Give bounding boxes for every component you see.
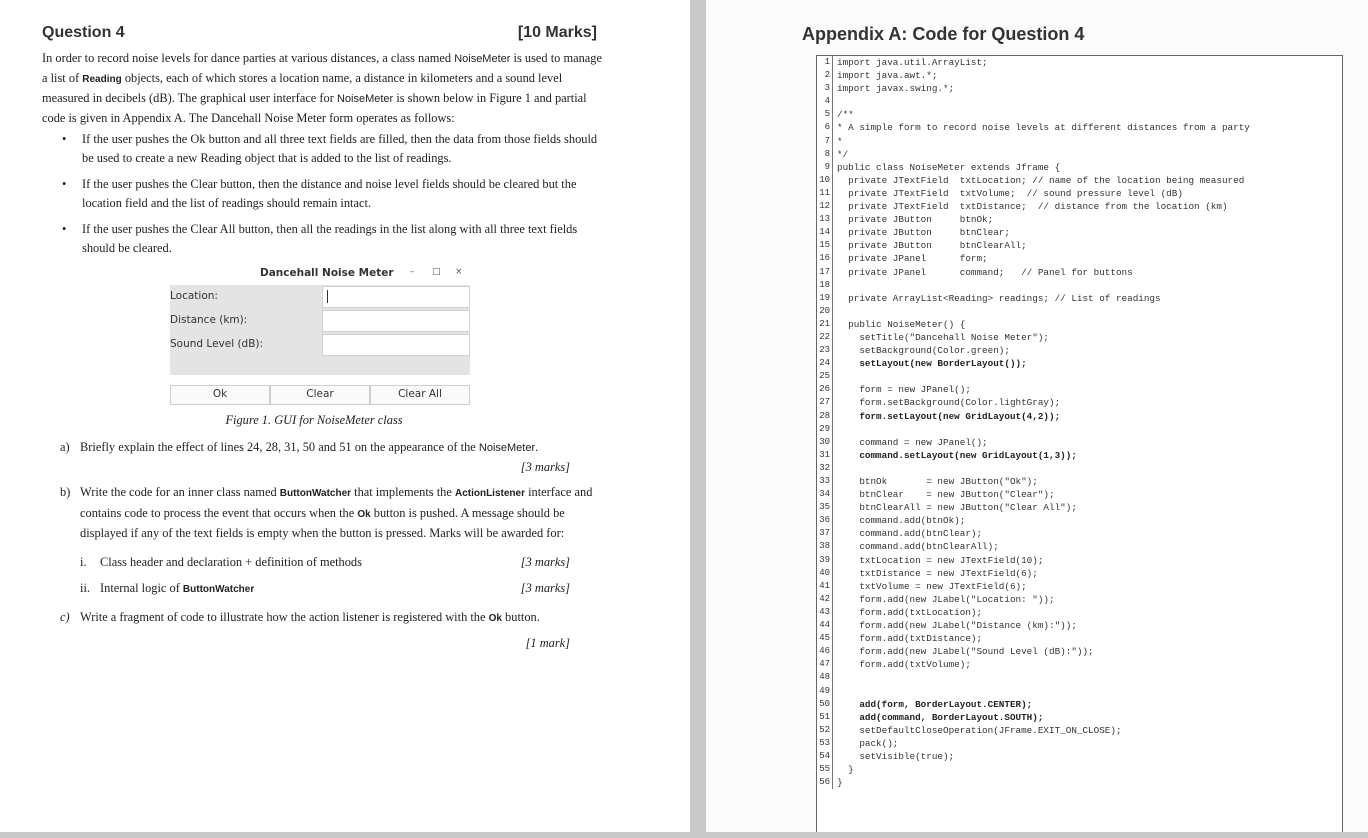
question-parts xyxy=(42,438,602,660)
part-text xyxy=(80,438,602,458)
line-number: 41 xyxy=(819,580,830,591)
gutter-divider xyxy=(832,292,833,305)
text-caret xyxy=(327,290,328,303)
gutter-divider xyxy=(832,357,833,370)
code-text: private JButton btnOk; xyxy=(837,214,994,226)
part-c xyxy=(42,608,602,653)
line-number: 39 xyxy=(819,554,830,565)
gutter-divider xyxy=(832,305,833,318)
clear-button[interactable]: Clear xyxy=(270,385,370,405)
bullet-text: If the user pushes the Clear button, then the distance and noise level fields should be cleared but the location field and the list of readings should remain intact. xyxy=(82,177,577,210)
code-text: private ArrayList<Reading> readings; // List of readings xyxy=(837,292,1161,304)
code-text: btnClearAll = new JButton("Clear All"); xyxy=(837,502,1077,514)
gutter-divider xyxy=(832,737,833,750)
part-text xyxy=(80,608,602,629)
bullet-icon: • xyxy=(62,222,67,236)
gutter-divider xyxy=(832,213,833,226)
code-line xyxy=(817,148,1342,161)
gutter-divider xyxy=(832,56,833,69)
line-number: 20 xyxy=(819,305,830,316)
code-text: setDefaultCloseOperation(JFrame.EXIT_ON_CLOSE); xyxy=(837,724,1122,736)
line-number: 37 xyxy=(819,528,830,539)
gutter-divider xyxy=(832,279,833,292)
appendix-title: Appendix A: Code for Question 4 xyxy=(802,24,1085,44)
code-line xyxy=(817,711,1342,724)
code-line xyxy=(817,239,1342,252)
code-line xyxy=(817,292,1342,305)
line-number: 51 xyxy=(819,711,830,722)
text-run: Ok xyxy=(357,508,371,520)
code-text: public class NoiseMeter extends Jframe { xyxy=(837,161,1061,173)
gutter-divider xyxy=(832,593,833,606)
code-line xyxy=(817,619,1342,632)
code-text: form.add(txtDistance); xyxy=(837,633,983,645)
question-title: Question 4 xyxy=(42,24,125,41)
code-text: command.add(btnOk); xyxy=(837,515,966,527)
subpart-label: i. xyxy=(80,554,87,569)
question-header xyxy=(42,24,597,46)
line-number: 9 xyxy=(824,161,830,172)
text-run: ButtonWatcher xyxy=(279,488,352,499)
gutter-divider xyxy=(832,95,833,108)
bullet-text: If the user pushes the Ok button and all three text fields are filled, then the data from those fields should be used to create a new Reading object that is added to the list of readings. xyxy=(82,132,598,165)
code-line xyxy=(817,121,1342,134)
appendix-page xyxy=(706,0,1368,832)
code-text: private JPanel form; xyxy=(837,253,988,265)
code-text: setBackground(Color.green); xyxy=(837,345,1010,357)
code-text: form.add(new JLabel("Distance (km):")); xyxy=(837,620,1077,632)
location-input[interactable] xyxy=(322,286,470,308)
gutter-divider xyxy=(832,383,833,396)
gutter-divider xyxy=(832,698,833,711)
code-text: txtLocation = new JTextField(10); xyxy=(837,554,1044,566)
gutter-divider xyxy=(832,121,833,134)
code-text: form.add(txtLocation); xyxy=(837,606,983,618)
part-b-i xyxy=(42,553,602,572)
code-line xyxy=(817,514,1342,527)
part-label: a) xyxy=(60,440,70,454)
line-number: 14 xyxy=(819,227,830,238)
code-text: * xyxy=(837,135,843,147)
text-run: button. xyxy=(501,609,540,624)
code-text: btnClear = new JButton("Clear"); xyxy=(837,489,1055,501)
code-line xyxy=(817,750,1342,763)
code-line xyxy=(817,279,1342,292)
code-text: txtDistance = new JTextField(6); xyxy=(837,567,1038,579)
line-number: 30 xyxy=(819,436,830,447)
gui-figure xyxy=(170,263,470,405)
subpart-label: ii. xyxy=(80,581,90,595)
part-b xyxy=(42,483,602,543)
line-number: 35 xyxy=(819,502,830,513)
gutter-divider xyxy=(832,82,833,95)
part-label: c) xyxy=(60,609,70,624)
text-run: NoiseMeter xyxy=(478,442,536,454)
code-line xyxy=(817,527,1342,540)
question-intro xyxy=(42,49,602,127)
distance-label: Distance (km): xyxy=(170,314,248,326)
line-number: 3 xyxy=(824,83,830,94)
code-line xyxy=(817,383,1342,396)
code-line xyxy=(817,606,1342,619)
code-text: btnOk = new JButton("Ok"); xyxy=(837,476,1038,487)
code-text: private JTextField txtDistance; // distance from the location (km) xyxy=(837,201,1228,213)
gutter-divider xyxy=(832,527,833,540)
code-line xyxy=(817,174,1342,187)
list-item xyxy=(62,220,602,257)
gutter-divider xyxy=(832,161,833,174)
text-run: is shown below in Figure 1 and partial code is given in Appendix A. The Dancehall Noise Meter form operates as follows: xyxy=(42,91,587,125)
location-label: Location: xyxy=(170,290,218,302)
sound-level-input[interactable] xyxy=(322,334,470,356)
subpart-marks: [3 marks] xyxy=(520,581,570,595)
code-text: */ xyxy=(837,148,849,160)
code-line xyxy=(817,161,1342,174)
line-number: 53 xyxy=(819,737,830,748)
subpart-marks: [3 marks] xyxy=(520,554,570,569)
code-text: command.add(btnClearAll); xyxy=(837,541,999,553)
code-line xyxy=(817,567,1342,580)
code-line xyxy=(817,593,1342,606)
code-line xyxy=(817,475,1342,488)
part-marks: [3 marks] xyxy=(520,459,570,474)
text-run: . xyxy=(535,440,539,454)
code-line xyxy=(817,56,1342,69)
gutter-divider xyxy=(832,252,833,265)
code-text: * A simple form to record noise levels at different distances from a party xyxy=(837,122,1250,134)
code-line xyxy=(817,436,1342,449)
code-line xyxy=(817,396,1342,409)
code-listing xyxy=(816,55,1343,832)
code-line xyxy=(817,645,1342,658)
line-number: 11 xyxy=(819,187,830,198)
gutter-divider xyxy=(832,540,833,553)
line-number: 13 xyxy=(819,214,830,225)
line-number: 52 xyxy=(819,724,830,735)
gutter-divider xyxy=(832,148,833,161)
text-run: Write the code for an inner class named xyxy=(80,485,280,499)
text-run: Ok xyxy=(488,612,502,624)
code-line xyxy=(817,698,1342,711)
code-text: import javax.swing.*; xyxy=(837,83,955,95)
part-text xyxy=(80,483,602,543)
text-run: is used to manage a list of xyxy=(42,51,602,85)
line-number: 49 xyxy=(819,685,830,696)
line-number: 18 xyxy=(819,279,830,290)
bullet-text: If the user pushes the Clear All button, then all the readings in the list along with all three text fields should be cleared. xyxy=(82,222,578,255)
window-title: Dancehall Noise Meter xyxy=(260,267,394,279)
code-text: setTitle("Dancehall Noise Meter"); xyxy=(837,331,1050,343)
line-number: 8 xyxy=(824,148,830,159)
close-icon[interactable]: × xyxy=(455,267,463,277)
line-number: 32 xyxy=(819,462,830,473)
code-line xyxy=(817,331,1342,344)
form-panel xyxy=(170,285,470,375)
code-line xyxy=(817,187,1342,200)
text-run: Class header and declaration + definition of methods xyxy=(100,554,362,569)
line-number: 7 xyxy=(824,135,830,146)
line-number: 45 xyxy=(819,633,830,644)
code-line xyxy=(817,540,1342,553)
bullet-icon: • xyxy=(62,132,67,146)
line-number: 29 xyxy=(819,423,830,434)
line-number: 43 xyxy=(819,606,830,617)
code-line xyxy=(817,213,1342,226)
text-run: interface and contains code to process the event that occurs when the xyxy=(80,485,593,520)
code-text: form.add(new JLabel("Sound Level (dB):")); xyxy=(837,646,1094,658)
code-line xyxy=(817,632,1342,645)
code-line xyxy=(817,462,1342,475)
code-text: command.setLayout(new GridLayout(1,3)); xyxy=(837,449,1077,461)
line-number: 16 xyxy=(819,253,830,264)
gutter-divider xyxy=(832,69,833,82)
code-line xyxy=(817,370,1342,383)
gutter-divider xyxy=(832,226,833,239)
line-number: 17 xyxy=(819,266,830,277)
gutter-divider xyxy=(832,423,833,436)
line-number: 40 xyxy=(819,567,830,578)
line-number: 25 xyxy=(819,371,830,382)
text-run: that implements the xyxy=(351,485,455,499)
code-text: private JTextField txtVolume; // sound pressure level (dB) xyxy=(837,187,1183,199)
maximize-icon[interactable]: □ xyxy=(432,267,441,277)
line-number: 15 xyxy=(819,240,830,251)
line-number: 31 xyxy=(819,449,830,460)
minimize-icon[interactable]: – xyxy=(410,267,415,277)
line-number: 21 xyxy=(819,318,830,329)
text-run: Write a fragment of code to illustrate how the action listener is registered with the xyxy=(80,609,489,624)
code-text: private JTextField txtLocation; // name of the location being measured xyxy=(837,174,1245,186)
code-line xyxy=(817,488,1342,501)
line-number: 50 xyxy=(819,698,830,709)
line-number: 22 xyxy=(819,331,830,342)
gutter-divider xyxy=(832,567,833,580)
gutter-divider xyxy=(832,318,833,331)
line-number: 5 xyxy=(824,109,830,120)
command-panel xyxy=(170,385,470,403)
gutter-divider xyxy=(832,711,833,724)
gutter-divider xyxy=(832,462,833,475)
text-run: objects, each of which stores a location name, a distance in kilometers and a sound level measured in decibels (dB). The graphical user interface for xyxy=(42,70,563,105)
code-text: public NoiseMeter() { xyxy=(837,318,966,330)
window-titlebar xyxy=(170,263,470,285)
code-text: setLayout(new BorderLayout()); xyxy=(837,358,1027,370)
code-line xyxy=(817,776,1342,789)
part-label: b) xyxy=(60,485,71,499)
code-line xyxy=(817,266,1342,279)
code-text: form.setLayout(new GridLayout(4,2)); xyxy=(837,410,1061,422)
line-number: 48 xyxy=(819,672,830,683)
part-b-ii xyxy=(42,579,602,600)
gutter-divider xyxy=(832,187,833,200)
code-line xyxy=(817,135,1342,148)
line-number: 56 xyxy=(819,777,830,788)
text-run: NoiseMeter xyxy=(454,53,511,65)
bullet-icon: • xyxy=(62,177,67,191)
code-line xyxy=(817,724,1342,737)
line-number: 12 xyxy=(819,201,830,212)
text-run: In order to record noise levels for dance parties at various distances, a class named xyxy=(42,51,455,65)
line-number: 36 xyxy=(819,515,830,526)
code-line xyxy=(817,685,1342,698)
gutter-divider xyxy=(832,619,833,632)
gutter-divider xyxy=(832,606,833,619)
gutter-divider xyxy=(832,501,833,514)
gutter-divider xyxy=(832,200,833,213)
code-text: form.add(new JLabel("Location: ")); xyxy=(837,593,1055,605)
code-line xyxy=(817,108,1342,121)
code-line xyxy=(817,410,1342,423)
line-number: 4 xyxy=(824,96,830,107)
gutter-divider xyxy=(832,396,833,409)
code-line xyxy=(817,357,1342,370)
part-a xyxy=(42,438,602,476)
gutter-divider xyxy=(832,239,833,252)
line-number: 42 xyxy=(819,593,830,604)
code-line xyxy=(817,423,1342,436)
code-text: form.add(txtVolume); xyxy=(837,659,971,671)
code-text: /** xyxy=(837,109,854,121)
gutter-divider xyxy=(832,724,833,737)
code-line xyxy=(817,580,1342,593)
text-run: NoiseMeter xyxy=(336,93,394,105)
code-line xyxy=(817,305,1342,318)
code-text: add(command, BorderLayout.SOUTH); xyxy=(837,711,1044,723)
gutter-divider xyxy=(832,645,833,658)
code-text: private JButton btnClear; xyxy=(837,227,1010,239)
code-text: setVisible(true); xyxy=(837,750,955,762)
code-text: import java.awt.*; xyxy=(837,70,938,82)
code-line xyxy=(817,82,1342,95)
gutter-divider xyxy=(832,632,833,645)
question-marks: [10 Marks] xyxy=(517,24,597,41)
code-text: form = new JPanel(); xyxy=(837,384,971,396)
gutter-divider xyxy=(832,776,833,789)
line-number: 46 xyxy=(819,646,830,657)
code-line xyxy=(817,763,1342,776)
list-item xyxy=(62,130,602,167)
code-text: command.add(btnClear); xyxy=(837,528,983,540)
code-text: import java.util.ArrayList; xyxy=(837,57,988,68)
code-line xyxy=(817,344,1342,357)
text-run: Briefly explain the effect of lines 24, 28, 31, 50 and 51 on the appearance of the xyxy=(80,440,479,454)
gutter-divider xyxy=(832,436,833,449)
subpart-text xyxy=(100,581,254,595)
code-text: txtVolume = new JTextField(6); xyxy=(837,580,1027,592)
subpart-text xyxy=(100,555,362,569)
code-line xyxy=(817,226,1342,239)
line-number: 55 xyxy=(819,764,830,775)
text-run: Internal logic of xyxy=(100,581,183,595)
code-line xyxy=(817,200,1342,213)
gutter-divider xyxy=(832,671,833,684)
gutter-divider xyxy=(832,370,833,383)
code-line xyxy=(817,318,1342,331)
gutter-divider xyxy=(832,514,833,527)
gutter-divider xyxy=(832,331,833,344)
line-number: 47 xyxy=(819,659,830,670)
code-text: private JPanel command; // Panel for buttons xyxy=(837,266,1133,278)
gutter-divider xyxy=(832,554,833,567)
code-text: } xyxy=(837,764,854,776)
code-line xyxy=(817,671,1342,684)
code-line xyxy=(817,449,1342,462)
gutter-divider xyxy=(832,763,833,776)
line-number: 26 xyxy=(819,384,830,395)
line-number: 38 xyxy=(819,541,830,552)
code-line xyxy=(817,737,1342,750)
line-number: 10 xyxy=(819,174,830,185)
gutter-divider xyxy=(832,750,833,763)
text-run: button is pushed. A message should be displayed if any of the text fields is empty when the button is pressed. Marks will be awarded for: xyxy=(80,505,565,540)
gutter-divider xyxy=(832,475,833,488)
line-number: 23 xyxy=(819,345,830,356)
code-line xyxy=(817,554,1342,567)
line-number: 19 xyxy=(819,292,830,303)
line-number: 2 xyxy=(824,70,830,81)
list-item xyxy=(62,175,602,212)
line-number: 44 xyxy=(819,620,830,631)
code-text: private JButton btnClearAll; xyxy=(837,240,1027,252)
line-number: 6 xyxy=(824,122,830,133)
line-number: 28 xyxy=(819,410,830,421)
gutter-divider xyxy=(832,174,833,187)
gutter-divider xyxy=(832,685,833,698)
code-text: pack(); xyxy=(837,737,899,749)
text-run: ActionListener xyxy=(454,488,525,499)
gutter-divider xyxy=(832,108,833,121)
behaviour-list xyxy=(62,130,602,265)
code-text: } xyxy=(837,777,843,789)
code-text: add(form, BorderLayout.CENTER); xyxy=(837,698,1033,710)
text-run: Reading xyxy=(82,73,122,85)
line-number: 34 xyxy=(819,489,830,500)
code-text: command = new JPanel(); xyxy=(837,436,988,448)
gutter-divider xyxy=(832,580,833,593)
ok-button[interactable]: Ok xyxy=(170,385,270,405)
line-number: 24 xyxy=(819,358,830,369)
gutter-divider xyxy=(832,488,833,501)
gutter-divider xyxy=(832,266,833,279)
code-line xyxy=(817,501,1342,514)
code-line xyxy=(817,69,1342,82)
line-number: 54 xyxy=(819,750,830,761)
distance-input[interactable] xyxy=(322,310,470,332)
line-number: 27 xyxy=(819,397,830,408)
line-number: 33 xyxy=(819,476,830,486)
sound-level-label: Sound Level (dB): xyxy=(170,338,264,350)
line-number: 1 xyxy=(824,57,830,67)
figure-caption: Figure 1. GUI for NoiseMeter class xyxy=(225,413,403,427)
code-line xyxy=(817,95,1342,108)
code-line xyxy=(817,658,1342,671)
code-text: form.setBackground(Color.lightGray); xyxy=(837,397,1061,409)
gutter-divider xyxy=(832,658,833,671)
clear-all-button[interactable]: Clear All xyxy=(370,385,470,405)
text-run: ButtonWatcher xyxy=(182,584,255,595)
gutter-divider xyxy=(832,449,833,462)
gutter-divider xyxy=(832,410,833,423)
code-line xyxy=(817,252,1342,265)
part-marks: [1 mark] xyxy=(525,636,570,650)
gutter-divider xyxy=(832,135,833,148)
gutter-divider xyxy=(832,344,833,357)
